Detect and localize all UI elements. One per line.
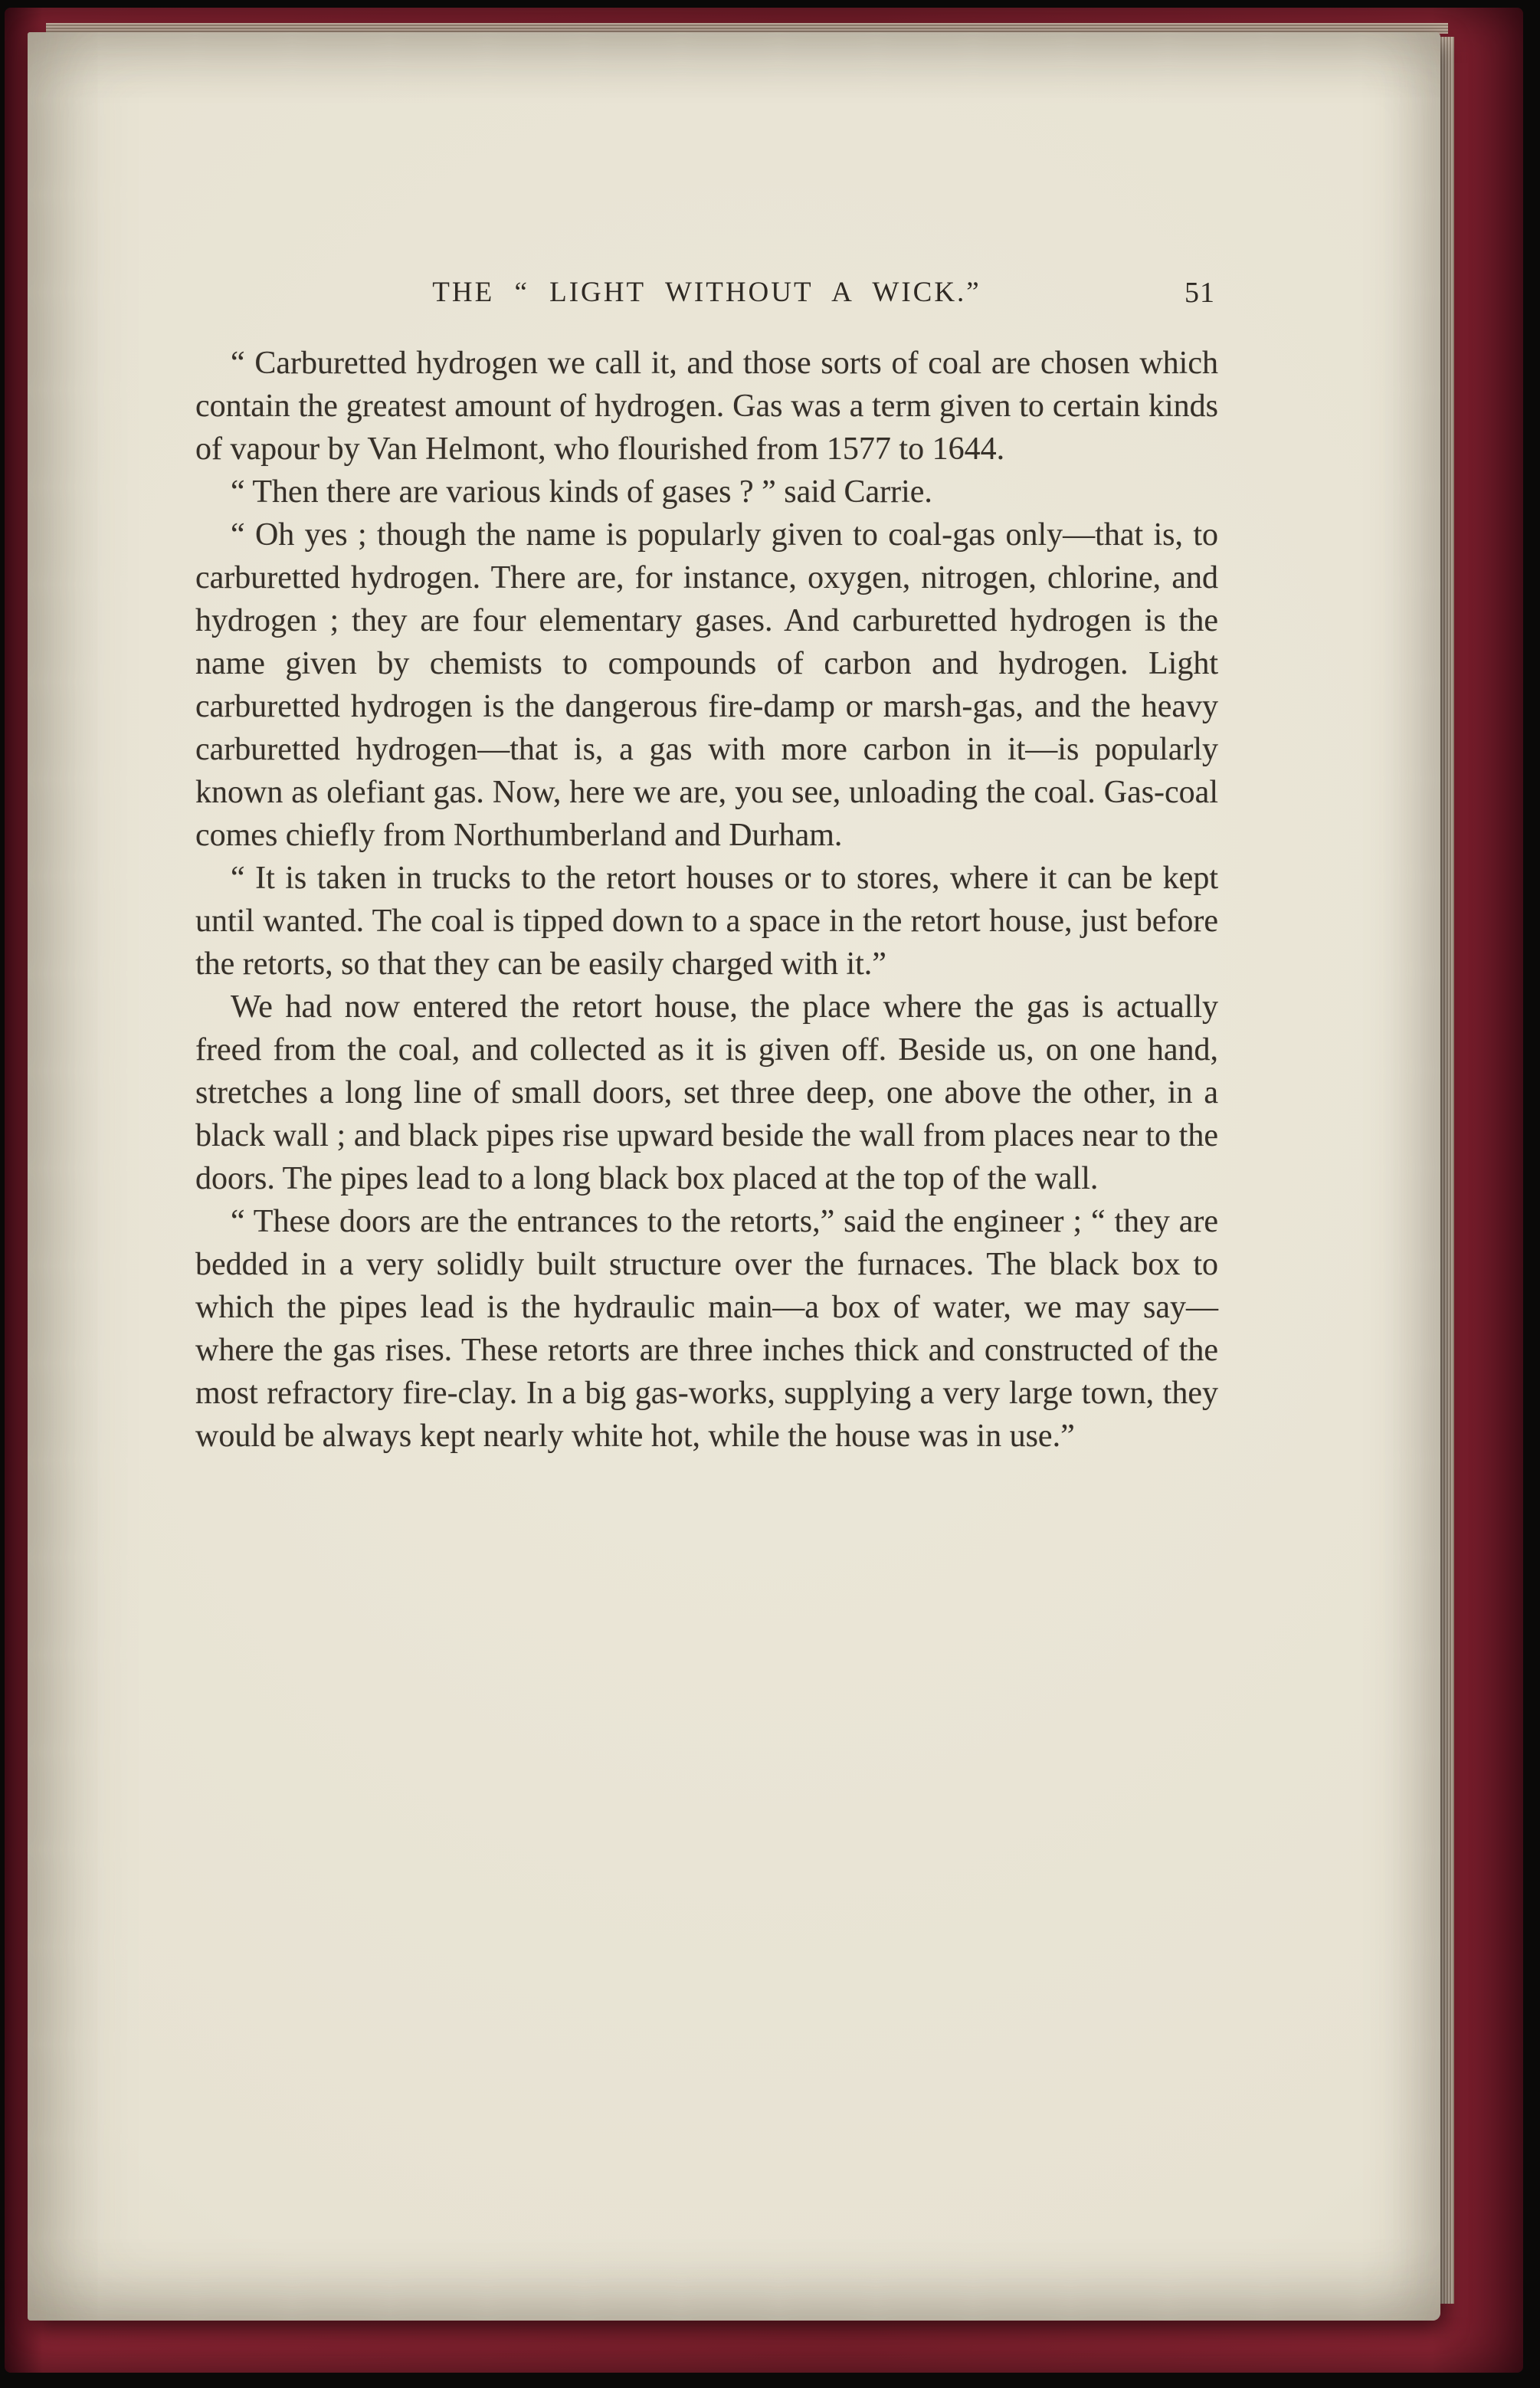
paragraph: “ Oh yes ; though the name is popularly given to coal-gas only—that is, to carburetted hydrogen. There are, for instance, oxygen, nitrogen, chlorine, and hydrogen ; they are four elementary gases. And carburetted hydrogen is the name given by chemists to compounds of carbon and hydrogen. Light carburetted hydrogen is the dangerous fire-damp or marsh-gas, and the heavy carburetted hydrogen—that is, a gas with more carbon in it—is popularly known as olefiant gas. Now, here we are, you see, unloading the coal. Gas-coal comes chiefly from Northumberland and Durham. <box>195 517 1218 853</box>
paragraph: “ These doors are the entrances to the retorts,” said the engineer ; “ they are bedded in a very solidly built structure over the furnaces. The black box to which the pipes lead is the hydraulic main—a box of water, we may say—where the gas rises. These retorts are three inches thick and constructed of the most refractory fire-clay. In a big gas-works, supplying a very large town, they would be always kept nearly white hot, while the house was in use.” <box>195 1204 1218 1454</box>
book-page <box>28 32 1440 2321</box>
page-number: 51 <box>1184 277 1215 309</box>
paragraph: We had now entered the retort house, the place where the gas is actually freed from the coal, and collected as it is given off. Beside us, on one hand, stretches a long line of small doors, set three deep, one above the other, in a black wall ; and black pipes rise upward beside the wall from places near to the doors. The pipes lead to a long black box placed at the top of the wall. <box>195 989 1218 1196</box>
paragraph: “ Then there are various kinds of gases ? ” said Carrie. <box>231 474 932 510</box>
running-header <box>195 276 1218 316</box>
page-content <box>195 276 1218 1458</box>
page-edges-right <box>1439 37 1454 2304</box>
page-title: THE “ LIGHT WITHOUT A WICK.” <box>432 277 981 308</box>
paragraph: “ It is taken in trucks to the retort houses or to stores, where it can be kept until wanted. The coal is tipped down to a space in the retort house, just before the retorts, so that they can be easily charged with it.” <box>195 861 1218 982</box>
body-text <box>195 342 1218 1458</box>
paragraph: “ Carburetted hydrogen we call it, and those sorts of coal are chosen which contain the greatest amount of hydrogen. Gas was a term given to certain kinds of vapour by Van Helmont, who flourished from 1577 to 1644. <box>195 346 1218 467</box>
